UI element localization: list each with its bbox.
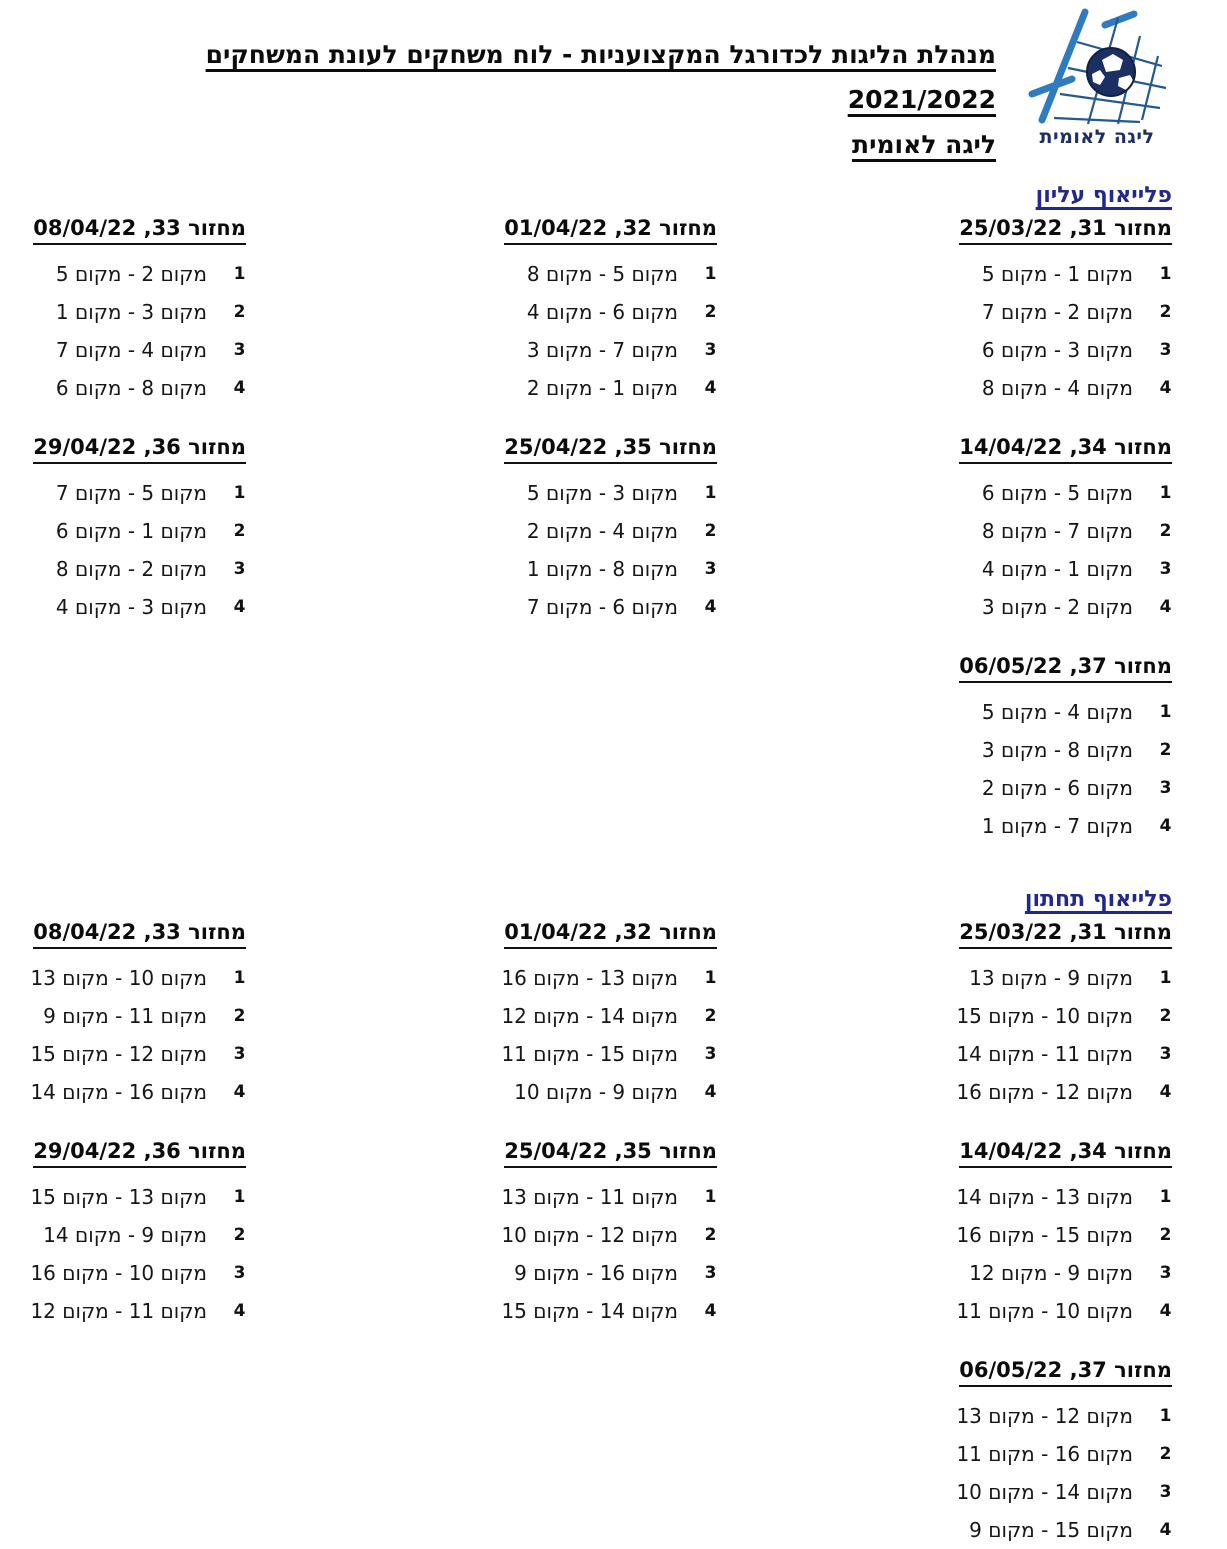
match-row [717, 1178, 1172, 1216]
match-text: מקום 15 - מקום 16 [956, 1223, 1133, 1247]
match-row [717, 1035, 1172, 1073]
match-text: מקום 3 - מקום 6 [981, 338, 1133, 362]
match-row [246, 1216, 717, 1254]
round-block [246, 920, 717, 1111]
match-number: 2 [1159, 1225, 1172, 1245]
match-row [246, 1178, 717, 1216]
match-text: מקום 3 - מקום 5 [526, 481, 678, 505]
match-number: 1 [233, 264, 246, 284]
round-header: מחזור 33, 08/04/22 [33, 920, 246, 949]
match-row [246, 997, 717, 1035]
match-number: 1 [1159, 1406, 1172, 1426]
match-row [33, 369, 246, 407]
match-text: מקום 1 - מקום 6 [55, 519, 207, 543]
match-row [30, 1254, 246, 1292]
match-row [246, 1292, 717, 1330]
match-text: מקום 7 - מקום 3 [526, 338, 678, 362]
match-text: מקום 16 - מקום 14 [30, 1080, 207, 1104]
match-row [246, 1035, 717, 1073]
match-text: מקום 11 - מקום 13 [501, 1185, 678, 1209]
match-list [33, 474, 246, 626]
match-number: 1 [704, 264, 717, 284]
match-list [717, 693, 1172, 845]
round-header: מחזור 37, 06/05/22 [959, 654, 1172, 683]
round-header: מחזור 36, 29/04/22 [33, 435, 246, 464]
match-number: 2 [1159, 740, 1172, 760]
match-text: מקום 10 - מקום 13 [30, 966, 207, 990]
match-number: 4 [233, 597, 246, 617]
match-number: 3 [233, 340, 246, 360]
round-block [717, 216, 1172, 407]
match-number: 1 [233, 1187, 246, 1207]
match-text: מקום 9 - מקום 10 [514, 1080, 678, 1104]
match-row [717, 1216, 1172, 1254]
match-text: מקום 14 - מקום 15 [501, 1299, 678, 1323]
match-row [717, 1397, 1172, 1435]
match-row [717, 769, 1172, 807]
match-text: מקום 1 - מקום 2 [526, 376, 678, 400]
match-row [33, 474, 246, 512]
match-row [33, 255, 246, 293]
match-number: 2 [233, 521, 246, 541]
match-row [246, 550, 717, 588]
match-row [30, 1035, 246, 1073]
match-list [717, 1397, 1172, 1549]
match-list [717, 1178, 1172, 1330]
match-number: 2 [1159, 521, 1172, 541]
match-number: 1 [1159, 702, 1172, 722]
match-number: 2 [704, 302, 717, 322]
match-number: 3 [1159, 340, 1172, 360]
round-block [717, 1139, 1172, 1330]
section-title-upper: פלייאוף עליון [1035, 183, 1172, 208]
match-number: 3 [233, 1044, 246, 1064]
match-row [33, 512, 246, 550]
match-text: מקום 10 - מקום 15 [956, 1004, 1133, 1028]
match-text: מקום 2 - מקום 3 [981, 595, 1133, 619]
match-number: 4 [233, 1082, 246, 1102]
match-number: 4 [1159, 597, 1172, 617]
match-number: 4 [704, 1301, 717, 1321]
match-number: 1 [1159, 1187, 1172, 1207]
match-row [30, 959, 246, 997]
match-number: 3 [704, 1263, 717, 1283]
match-text: מקום 6 - מקום 4 [526, 300, 678, 324]
soccer-ball-icon [1087, 48, 1135, 96]
match-text: מקום 16 - מקום 9 [514, 1261, 678, 1285]
match-number: 2 [233, 1225, 246, 1245]
match-text: מקום 12 - מקום 16 [956, 1080, 1133, 1104]
match-number: 1 [1159, 968, 1172, 988]
match-number: 1 [704, 1187, 717, 1207]
match-text: מקום 9 - מקום 13 [969, 966, 1133, 990]
round-header: מחזור 36, 29/04/22 [33, 1139, 246, 1168]
match-number: 3 [1159, 778, 1172, 798]
match-row [246, 369, 717, 407]
match-list [30, 1178, 246, 1330]
match-text: מקום 11 - מקום 9 [43, 1004, 207, 1028]
match-number: 4 [233, 1301, 246, 1321]
soccer-ball-net-icon [1022, 8, 1172, 126]
match-list [246, 255, 717, 407]
match-text: מקום 4 - מקום 2 [526, 519, 678, 543]
match-row [246, 293, 717, 331]
round-header: מחזור 31, 25/03/22 [959, 920, 1172, 949]
match-number: 3 [1159, 1263, 1172, 1283]
round-header: מחזור 35, 25/04/22 [504, 1139, 717, 1168]
match-row [717, 474, 1172, 512]
match-text: מקום 8 - מקום 6 [55, 376, 207, 400]
match-row [30, 1216, 246, 1254]
match-text: מקום 10 - מקום 11 [956, 1299, 1133, 1323]
round-header: מחזור 31, 25/03/22 [959, 216, 1172, 245]
section-lower-playoff [30, 887, 1172, 1549]
match-list [246, 959, 717, 1111]
match-number: 3 [233, 1263, 246, 1283]
match-number: 2 [704, 521, 717, 541]
match-list [246, 1178, 717, 1330]
match-text: מקום 9 - מקום 14 [43, 1223, 207, 1247]
match-number: 1 [233, 483, 246, 503]
match-row [717, 1073, 1172, 1111]
section-upper-playoff [33, 183, 1172, 845]
match-row [717, 997, 1172, 1035]
rounds-grid-lower [30, 920, 1172, 1549]
match-text: מקום 1 - מקום 4 [981, 557, 1133, 581]
match-row [717, 1511, 1172, 1549]
match-row [246, 474, 717, 512]
match-text: מקום 13 - מקום 15 [30, 1185, 207, 1209]
page-title: מנהלת הליגות לכדורגל המקצועניות - לוח משחקים לעונת המשחקים 2021/2022 [205, 40, 996, 114]
round-header: מחזור 34, 14/04/22 [959, 1139, 1172, 1168]
round-block [717, 435, 1172, 626]
match-row [717, 1292, 1172, 1330]
match-row [30, 997, 246, 1035]
match-number: 2 [233, 1006, 246, 1026]
page-subtitle: ליגה לאומית [852, 130, 996, 159]
title-block [50, 6, 996, 167]
match-text: מקום 3 - מקום 1 [55, 300, 207, 324]
match-text: מקום 13 - מקום 16 [501, 966, 678, 990]
match-text: מקום 7 - מקום 1 [981, 814, 1133, 838]
match-text: מקום 12 - מקום 13 [956, 1404, 1133, 1428]
rounds-grid-upper [33, 216, 1172, 845]
match-text: מקום 4 - מקום 7 [55, 338, 207, 362]
match-row [33, 293, 246, 331]
match-row [717, 512, 1172, 550]
round-block [30, 920, 246, 1111]
logo-caption: ליגה לאומית [1039, 126, 1155, 148]
match-list [33, 255, 246, 407]
match-number: 2 [1159, 1006, 1172, 1026]
round-header: מחזור 35, 25/04/22 [504, 435, 717, 464]
match-row [246, 588, 717, 626]
match-number: 3 [1159, 1044, 1172, 1064]
round-block [246, 435, 717, 626]
match-number: 1 [1159, 483, 1172, 503]
match-text: מקום 12 - מקום 15 [30, 1042, 207, 1066]
match-row [246, 1073, 717, 1111]
match-row [717, 807, 1172, 845]
round-header: מחזור 37, 06/05/22 [959, 1358, 1172, 1387]
match-row [717, 588, 1172, 626]
match-text: מקום 5 - מקום 8 [526, 262, 678, 286]
round-block [717, 1358, 1172, 1549]
match-text: מקום 5 - מקום 6 [981, 481, 1133, 505]
match-number: 4 [704, 597, 717, 617]
match-row [717, 1435, 1172, 1473]
match-number: 1 [704, 483, 717, 503]
round-header: מחזור 33, 08/04/22 [33, 216, 246, 245]
match-number: 2 [233, 302, 246, 322]
match-text: מקום 2 - מקום 8 [55, 557, 207, 581]
match-text: מקום 8 - מקום 1 [526, 557, 678, 581]
match-number: 3 [1159, 1482, 1172, 1502]
match-number: 4 [704, 1082, 717, 1102]
match-text: מקום 15 - מקום 9 [969, 1518, 1133, 1542]
match-list [717, 474, 1172, 626]
match-text: מקום 2 - מקום 7 [981, 300, 1133, 324]
match-text: מקום 4 - מקום 5 [981, 700, 1133, 724]
match-text: מקום 7 - מקום 8 [981, 519, 1133, 543]
match-text: מקום 11 - מקום 12 [30, 1299, 207, 1323]
match-number: 4 [1159, 1301, 1172, 1321]
round-block [246, 1139, 717, 1330]
match-row [717, 369, 1172, 407]
match-number: 4 [1159, 1520, 1172, 1540]
match-text: מקום 10 - מקום 16 [30, 1261, 207, 1285]
round-header: מחזור 32, 01/04/22 [504, 216, 717, 245]
match-number: 3 [1159, 559, 1172, 579]
match-number: 1 [233, 968, 246, 988]
match-number: 4 [1159, 378, 1172, 398]
match-text: מקום 15 - מקום 11 [501, 1042, 678, 1066]
section-title-lower: פלייאוף תחתון [1024, 887, 1172, 912]
match-number: 3 [704, 340, 717, 360]
match-text: מקום 9 - מקום 12 [969, 1261, 1133, 1285]
match-text: מקום 12 - מקום 10 [501, 1223, 678, 1247]
match-row [717, 255, 1172, 293]
match-text: מקום 14 - מקום 10 [956, 1480, 1133, 1504]
match-number: 2 [704, 1006, 717, 1026]
match-number: 3 [233, 559, 246, 579]
match-list [246, 474, 717, 626]
match-text: מקום 1 - מקום 5 [981, 262, 1133, 286]
round-header: מחזור 32, 01/04/22 [504, 920, 717, 949]
match-text: מקום 2 - מקום 5 [55, 262, 207, 286]
match-row [246, 1254, 717, 1292]
match-number: 1 [1159, 264, 1172, 284]
match-number: 4 [233, 378, 246, 398]
match-row [246, 331, 717, 369]
match-row [717, 693, 1172, 731]
match-number: 2 [1159, 302, 1172, 322]
match-number: 3 [704, 559, 717, 579]
match-number: 2 [704, 1225, 717, 1245]
match-text: מקום 14 - מקום 12 [501, 1004, 678, 1028]
round-block [717, 654, 1172, 845]
round-block [33, 435, 246, 626]
document-header [50, 6, 1172, 167]
match-row [717, 331, 1172, 369]
match-row [717, 1254, 1172, 1292]
match-row [717, 959, 1172, 997]
match-row [30, 1292, 246, 1330]
match-text: מקום 8 - מקום 3 [981, 738, 1133, 762]
match-row [33, 550, 246, 588]
match-row [246, 512, 717, 550]
match-row [717, 1473, 1172, 1511]
match-number: 3 [704, 1044, 717, 1064]
match-text: מקום 11 - מקום 14 [956, 1042, 1133, 1066]
match-row [246, 959, 717, 997]
match-text: מקום 4 - מקום 8 [981, 376, 1133, 400]
match-row [30, 1073, 246, 1111]
league-logo [1022, 6, 1172, 148]
match-text: מקום 13 - מקום 14 [956, 1185, 1133, 1209]
match-text: מקום 5 - מקום 7 [55, 481, 207, 505]
round-block [246, 216, 717, 407]
match-number: 4 [1159, 1082, 1172, 1102]
match-row [717, 293, 1172, 331]
match-row [33, 331, 246, 369]
round-header: מחזור 34, 14/04/22 [959, 435, 1172, 464]
round-block [33, 216, 246, 407]
match-number: 1 [704, 968, 717, 988]
match-text: מקום 3 - מקום 4 [55, 595, 207, 619]
match-row [717, 731, 1172, 769]
match-number: 4 [1159, 816, 1172, 836]
round-block [30, 1139, 246, 1330]
match-number: 4 [704, 378, 717, 398]
match-list [717, 255, 1172, 407]
match-number: 2 [1159, 1444, 1172, 1464]
match-list [717, 959, 1172, 1111]
match-row [33, 588, 246, 626]
match-list [30, 959, 246, 1111]
match-row [717, 550, 1172, 588]
round-block [717, 920, 1172, 1111]
match-row [246, 255, 717, 293]
match-row [30, 1178, 246, 1216]
match-text: מקום 6 - מקום 7 [526, 595, 678, 619]
match-text: מקום 6 - מקום 2 [981, 776, 1133, 800]
match-text: מקום 16 - מקום 11 [956, 1442, 1133, 1466]
